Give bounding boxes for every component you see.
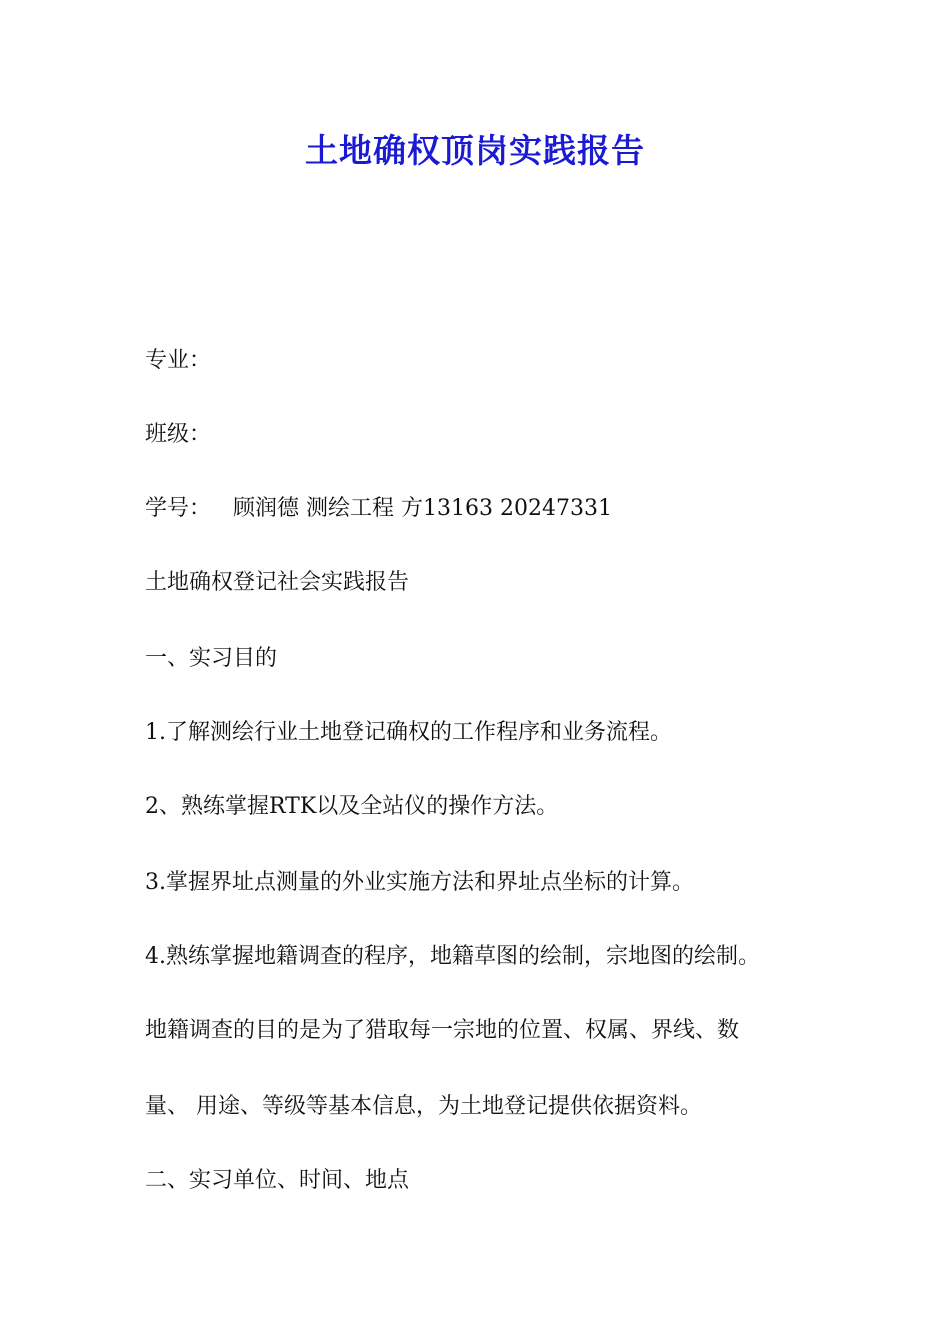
paragraph-item-2: 2、熟练掌握RTK以及全站仪的操作方法。 (145, 794, 559, 819)
student-id-value: 顾润德 测绘工程 方13163 20247331 (233, 496, 612, 521)
paragraph-item-1: 1.了解测绘行业土地登记确权的工作程序和业务流程。 (145, 720, 672, 745)
report-subtitle: 土地确权登记社会实践报告 (145, 570, 410, 595)
section-heading-purpose: 一、实习目的 (145, 646, 278, 671)
paragraph-body-line-2: 量、 用途、等级等基本信息，为土地登记提供依据资料。 (145, 1094, 702, 1119)
document-title: 土地确权顶岗实践报告 (305, 131, 645, 170)
paragraph-body-line-1: 地籍调查的目的是为了猎取每一宗地的位置、权属、界线、数 (145, 1018, 740, 1043)
section-heading-unit-time-place: 二、实习单位、时间、地点 (145, 1168, 410, 1193)
paragraph-item-3: 3.掌握界址点测量的外业实施方法和界址点坐标的计算。 (145, 870, 694, 895)
student-id-field (145, 494, 845, 524)
major-field (145, 346, 845, 376)
paragraph-item-4: 4.熟练掌握地籍调查的程序，地籍草图的绘制，宗地图的绘制。 (145, 944, 760, 969)
class-label: 班级： (145, 422, 212, 447)
class-field (145, 420, 845, 450)
student-id-label: 学号： (145, 496, 212, 521)
major-label: 专业： (145, 348, 212, 373)
